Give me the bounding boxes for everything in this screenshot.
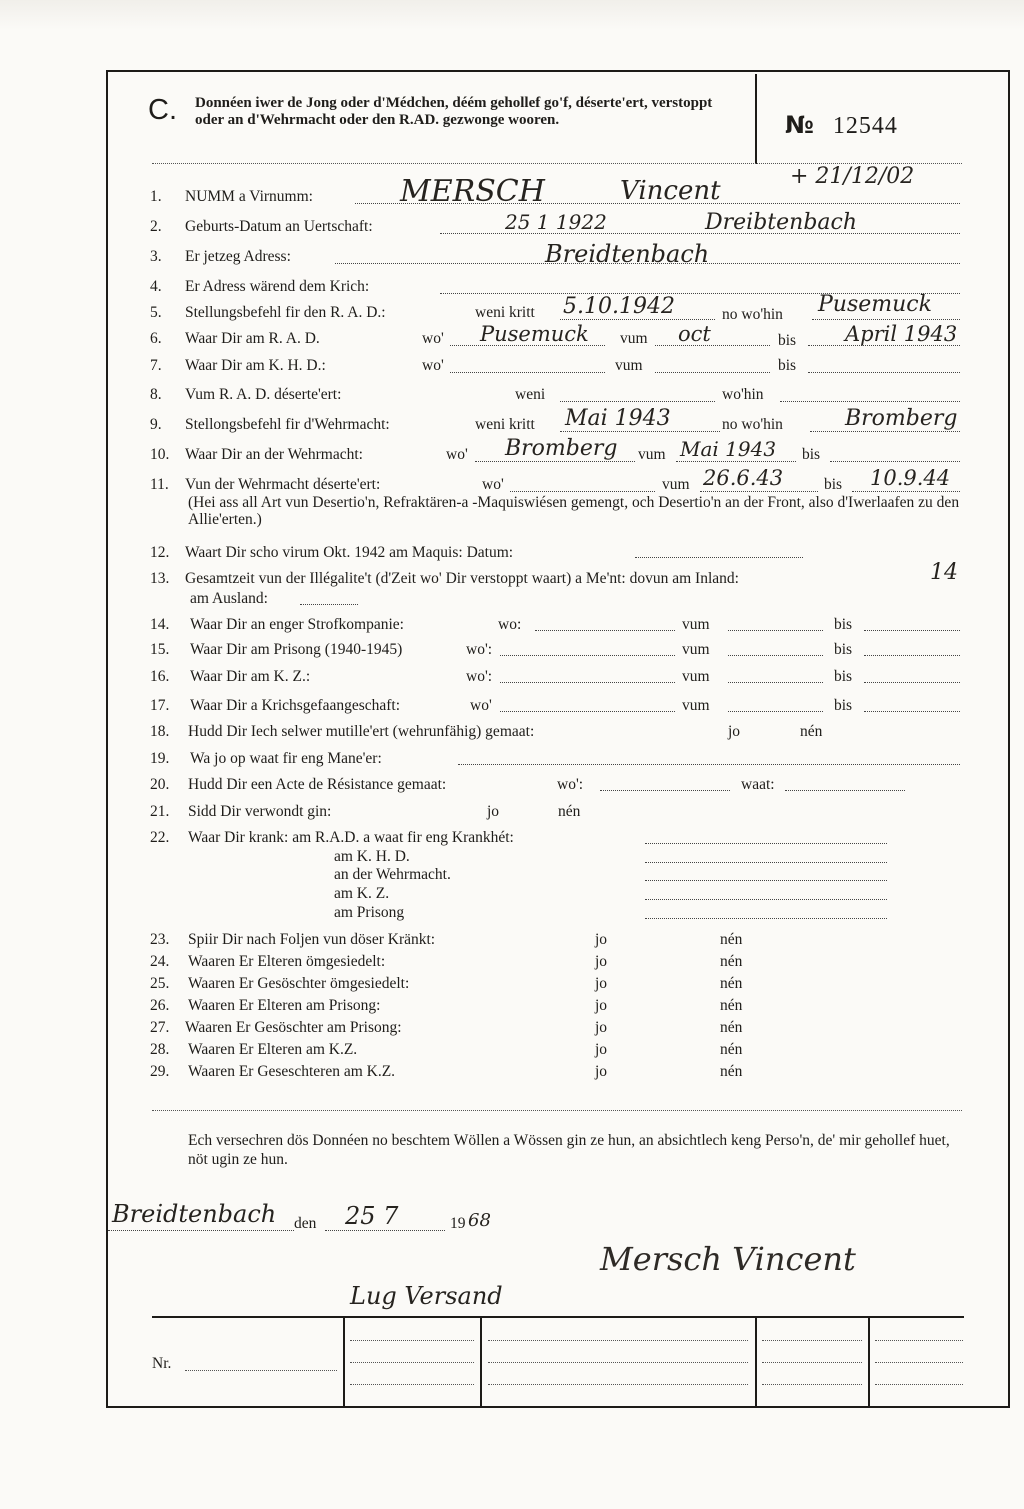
row-field-a: wo'	[470, 697, 492, 714]
fill-line	[728, 682, 823, 683]
row-field-b: nén	[558, 803, 581, 820]
row-label: Waar Dir a Krichsgefaangeschaft:	[190, 697, 401, 714]
row-label: Waart Dir scho virum Okt. 1942 am Maquis: Datum:	[185, 544, 514, 561]
fill-line	[500, 682, 675, 683]
handwriting-death-date: + 21/12/02	[790, 164, 915, 189]
fill-line	[488, 1384, 748, 1385]
handwriting-year: 68	[468, 1210, 491, 1231]
row-field-b: vum	[615, 357, 643, 374]
row-number: 9.	[150, 416, 162, 433]
row-number: 21.	[150, 803, 170, 820]
row-label: Vum R. A. D. déserte'ert:	[185, 386, 342, 403]
handwriting-desertion-from: 26.6.43	[703, 466, 784, 490]
fill-line	[185, 1370, 337, 1371]
row-number: 10.	[150, 446, 170, 463]
row-field-b: nén	[720, 975, 743, 992]
row-field-b: vum	[682, 616, 710, 633]
row-label: Waar Dir krank: am R.A.D. a waat fir eng Krankhét:	[188, 829, 514, 846]
fill-line	[488, 1362, 748, 1363]
row-field-a: wo':	[557, 776, 584, 793]
fill-line	[728, 655, 823, 656]
row-field-b: vum	[682, 697, 710, 714]
fill-line	[762, 1362, 862, 1363]
row-field-a: wo'	[422, 330, 444, 347]
row-number: 20.	[150, 776, 170, 793]
fill-line	[808, 372, 960, 373]
fill-line	[875, 1362, 963, 1363]
footer-rule	[152, 1316, 964, 1318]
row-label: Waaren Er Elteren am Prisong:	[188, 997, 381, 1014]
fill-line	[560, 319, 715, 320]
row-number: 29.	[150, 1063, 170, 1080]
footer-divider	[343, 1316, 345, 1408]
fill-line	[655, 345, 770, 346]
row-field-a: weni kritt	[475, 416, 535, 433]
handwriting-rad-to: April 1943	[845, 322, 958, 346]
row-field-a: wo'	[422, 357, 444, 374]
row-field-a: wo':	[466, 668, 493, 685]
row-number: 19.	[150, 750, 170, 767]
fill-line	[728, 711, 823, 712]
section-separator	[152, 1110, 962, 1111]
fill-line	[350, 1362, 474, 1363]
handwriting-date: 25 7	[345, 1202, 399, 1230]
row-field-a: wo':	[466, 641, 493, 658]
row-field-b: vum	[682, 641, 710, 658]
fill-line	[350, 1340, 474, 1341]
fill-line	[450, 372, 605, 373]
row-label: Er jetzeg Adress:	[185, 248, 291, 265]
handwriting-birth-date: 25 1 1922	[505, 210, 607, 234]
fill-line	[645, 843, 887, 844]
fill-line	[830, 461, 960, 462]
handwriting-surname: MERSCH	[400, 174, 545, 209]
footer-divider	[480, 1316, 482, 1408]
row-field-a: jo	[595, 1041, 608, 1058]
fill-line	[645, 918, 887, 919]
fill-line	[864, 711, 960, 712]
row-field-c: bis	[834, 697, 853, 714]
fill-line	[812, 319, 960, 320]
fill-line	[300, 604, 358, 605]
row-field-b: wo'hin	[722, 386, 764, 403]
row-field-b: no wo'hin	[722, 416, 783, 433]
row-number: 4.	[150, 278, 162, 295]
row-field-a: jo	[728, 723, 741, 740]
fill-line	[864, 655, 960, 656]
row-field-a: jo	[595, 1019, 608, 1036]
row-label: Waaren Er Elteren ömgesiedelt:	[188, 953, 386, 970]
row-number: 11.	[150, 476, 169, 493]
row-label-sub: am Ausland:	[190, 590, 268, 607]
nr-label: Nr.	[152, 1355, 172, 1372]
row-number: 23.	[150, 931, 170, 948]
paper-edge	[0, 0, 1024, 30]
sub-item: am K. Z.	[334, 885, 390, 902]
row-field-a: jo	[595, 975, 608, 992]
row-label: Waaren Er Gesöschter ömgesiedelt:	[188, 975, 410, 992]
row-number: 27.	[150, 1019, 170, 1036]
row-label: NUMM a Virnumm:	[185, 188, 313, 205]
row-field-a: jo	[595, 1063, 608, 1080]
year-prefix: 19	[450, 1215, 466, 1232]
header-divider	[755, 74, 757, 164]
row-number: 3.	[150, 248, 162, 265]
row-label: Gesamtzeit vun der Illégalite't (d'Zeit wo' Dir verstoppt waart) a Me'nt: dovun am Inland:	[185, 570, 739, 587]
fill-line	[810, 431, 960, 432]
fill-line	[600, 790, 730, 791]
row-number: 6.	[150, 330, 162, 347]
handwriting-unit-from: Mai 1943	[680, 437, 777, 461]
footer-divider	[755, 1316, 757, 1408]
row-field-c: bis	[834, 641, 853, 658]
fill-line	[645, 862, 887, 863]
sub-item: am K. H. D.	[334, 848, 410, 865]
row-label: Waar Dir am K. Z.:	[190, 668, 311, 685]
row-field-c: bis	[778, 357, 797, 374]
row-field-b: vum	[682, 668, 710, 685]
row-label: Waar Dir an der Wehrmacht:	[185, 446, 363, 463]
row-label: Er Adress wärend dem Krich:	[185, 278, 370, 295]
handwriting-address: Breidtenbach	[545, 240, 710, 268]
fill-line	[635, 557, 803, 558]
row-field-a: weni kritt	[475, 304, 535, 321]
fill-line	[676, 461, 796, 462]
row-number: 25.	[150, 975, 170, 992]
fill-line	[535, 630, 675, 631]
row-field-b: nén	[720, 1019, 743, 1036]
row-field-c: bis	[802, 446, 821, 463]
row-label: Sidd Dir verwondt gin:	[188, 803, 332, 820]
row-field-b: nén	[720, 997, 743, 1014]
handwriting-wehrmacht-date: Mai 1943	[565, 406, 671, 431]
row-label: Hudd Dir Iech selwer mutille'ert (wehrunfähig) gemaat:	[188, 723, 535, 740]
declaration-text: Ech versechren dös Donnéen no beschtem Wöllen a Wössen gin ze hun, an absichtlech keng Perso'n, de' mir gehollef huet, nöt ugin ze hun.	[188, 1132, 950, 1168]
row-label: Stellongsbefehl fir d'Wehrmacht:	[185, 416, 390, 433]
row-field-a: jo	[595, 953, 608, 970]
sub-item: an der Wehrmacht.	[334, 866, 451, 883]
row-label: Wa jo op waat fir eng Mane'er:	[190, 750, 382, 767]
row-field-b: vum	[662, 476, 690, 493]
row-field-b: waat:	[741, 776, 775, 793]
row-number: 16.	[150, 668, 170, 685]
row-number: 14.	[150, 616, 170, 633]
row-label: Waaren Er Gesöschter am Prisong:	[185, 1019, 402, 1036]
fill-line	[852, 491, 960, 492]
row-field-b: nén	[720, 931, 743, 948]
place-line	[108, 1230, 294, 1231]
row-field-a: jo	[487, 803, 500, 820]
fill-line	[780, 401, 960, 402]
row-field-b: nén	[720, 1041, 743, 1058]
row-label: Spiir Dir nach Foljen vun döser Kränkt:	[188, 931, 436, 948]
row-field-c: bis	[778, 332, 797, 349]
fill-line	[875, 1384, 963, 1385]
handwriting-remark: Lug Versand	[350, 1282, 503, 1310]
fill-line	[864, 682, 960, 683]
row-label: Hudd Dir een Acte de Résistance gemaat:	[188, 776, 447, 793]
handwriting-firstname: Vincent	[620, 176, 721, 206]
row-field-b: nén	[720, 953, 743, 970]
den-label: den	[294, 1215, 317, 1232]
row-number: 24.	[150, 953, 170, 970]
fill-line	[500, 655, 675, 656]
row-number: 2.	[150, 218, 162, 235]
fill-line	[655, 372, 770, 373]
row-field-a: wo'	[446, 446, 468, 463]
handwriting-place: Breidtenbach	[112, 1200, 277, 1228]
date-line	[325, 1230, 445, 1231]
fill-line	[645, 899, 887, 900]
footer-divider	[868, 1316, 870, 1408]
row-number: 18.	[150, 723, 170, 740]
row-number: 12.	[150, 544, 170, 561]
fill-line	[762, 1340, 862, 1341]
fill-line	[458, 764, 960, 765]
handwriting-rad-date: 5.10.1942	[563, 294, 675, 319]
row-label: Waar Dir am R. A. D.	[185, 330, 320, 347]
handwriting-desertion-to: 10.9.44	[870, 466, 951, 490]
row-field-a: wo:	[498, 616, 522, 633]
fill-line	[762, 1384, 862, 1385]
row-field-c: bis	[834, 668, 853, 685]
fill-line	[475, 461, 635, 462]
row-label: Waaren Er Elteren am K.Z.	[188, 1041, 358, 1058]
row-number: 13.	[150, 570, 170, 587]
fill-line	[864, 630, 960, 631]
row-label: Geburts-Datum an Uertschaft:	[185, 218, 373, 235]
row-number: 8.	[150, 386, 162, 403]
fill-line	[560, 401, 715, 402]
fill-line	[488, 1340, 748, 1341]
row-field-c: bis	[824, 476, 843, 493]
row-field-a: wo'	[482, 476, 504, 493]
row-field-b: nén	[800, 723, 823, 740]
handwriting-months: 14	[930, 560, 958, 585]
row-number: 26.	[150, 997, 170, 1014]
document-number	[785, 111, 898, 140]
handwriting-birth-place: Dreibtenbach	[705, 210, 858, 235]
handwriting-wehrmacht-place: Bromberg	[845, 406, 958, 431]
handwriting-rad-from: oct	[678, 322, 711, 346]
row-number: 15.	[150, 641, 170, 658]
form-title: Donnéen iwer de Jong oder d'Médchen, déém gehollef go'f, déserte'ert, verstoppt oder an d'Wehrmacht oder den R.AD. gezwonge wooren.	[195, 95, 713, 128]
row-field-b: nén	[720, 1063, 743, 1080]
row-number: 5.	[150, 304, 162, 321]
fill-line	[510, 491, 655, 492]
desertion-note: (Hei ass all Art vun Desertio'n, Refraktären-a -Maquiswiésen gemengt, och Desertio'n an der Front, also d'Iwerlaafen zu den Allie'erten.)	[188, 494, 960, 528]
row-label: Waar Dir an enger Strofkompanie:	[190, 616, 404, 633]
fill-line	[350, 1384, 474, 1385]
row-label: Waar Dir am Prisong (1940-1945)	[190, 641, 403, 658]
row-label: Stellungsbefehl fir den R. A. D.:	[185, 304, 386, 321]
row-field-a: weni	[515, 386, 546, 403]
row-field-b: vum	[620, 330, 648, 347]
row-field-a: jo	[595, 997, 608, 1014]
handwriting-rad-place: Pusemuck	[480, 322, 589, 346]
row-field-a: jo	[595, 931, 608, 948]
fill-line	[785, 790, 905, 791]
row-field-b: vum	[638, 446, 666, 463]
row-label: Waar Dir am K. H. D.:	[185, 357, 326, 374]
sub-item: am Prisong	[334, 904, 405, 921]
fill-line	[700, 491, 818, 492]
handwriting-rad-place: Pusemuck	[818, 292, 932, 317]
row-number: 1.	[150, 188, 162, 205]
row-number: 28.	[150, 1041, 170, 1058]
number-sign: №	[785, 111, 815, 139]
fill-line	[728, 630, 823, 631]
row-number: 7.	[150, 357, 162, 374]
handwriting-signature: Mersch Vincent	[600, 1240, 856, 1278]
fill-line	[560, 431, 720, 432]
row-label: Vun der Wehrmacht déserte'ert:	[185, 476, 381, 493]
row-number: 17.	[150, 697, 170, 714]
handwriting-unit-place: Bromberg	[505, 436, 618, 461]
section-letter: C.	[148, 94, 177, 126]
fill-line	[645, 880, 887, 881]
fill-line	[500, 711, 675, 712]
number-value: 12544	[832, 113, 898, 139]
row-number: 22.	[150, 829, 170, 846]
row-field-b: no wo'hin	[722, 306, 783, 323]
row-field-c: bis	[834, 616, 853, 633]
fill-line	[875, 1340, 963, 1341]
row-label: Waaren Er Geseschteren am K.Z.	[188, 1063, 396, 1080]
